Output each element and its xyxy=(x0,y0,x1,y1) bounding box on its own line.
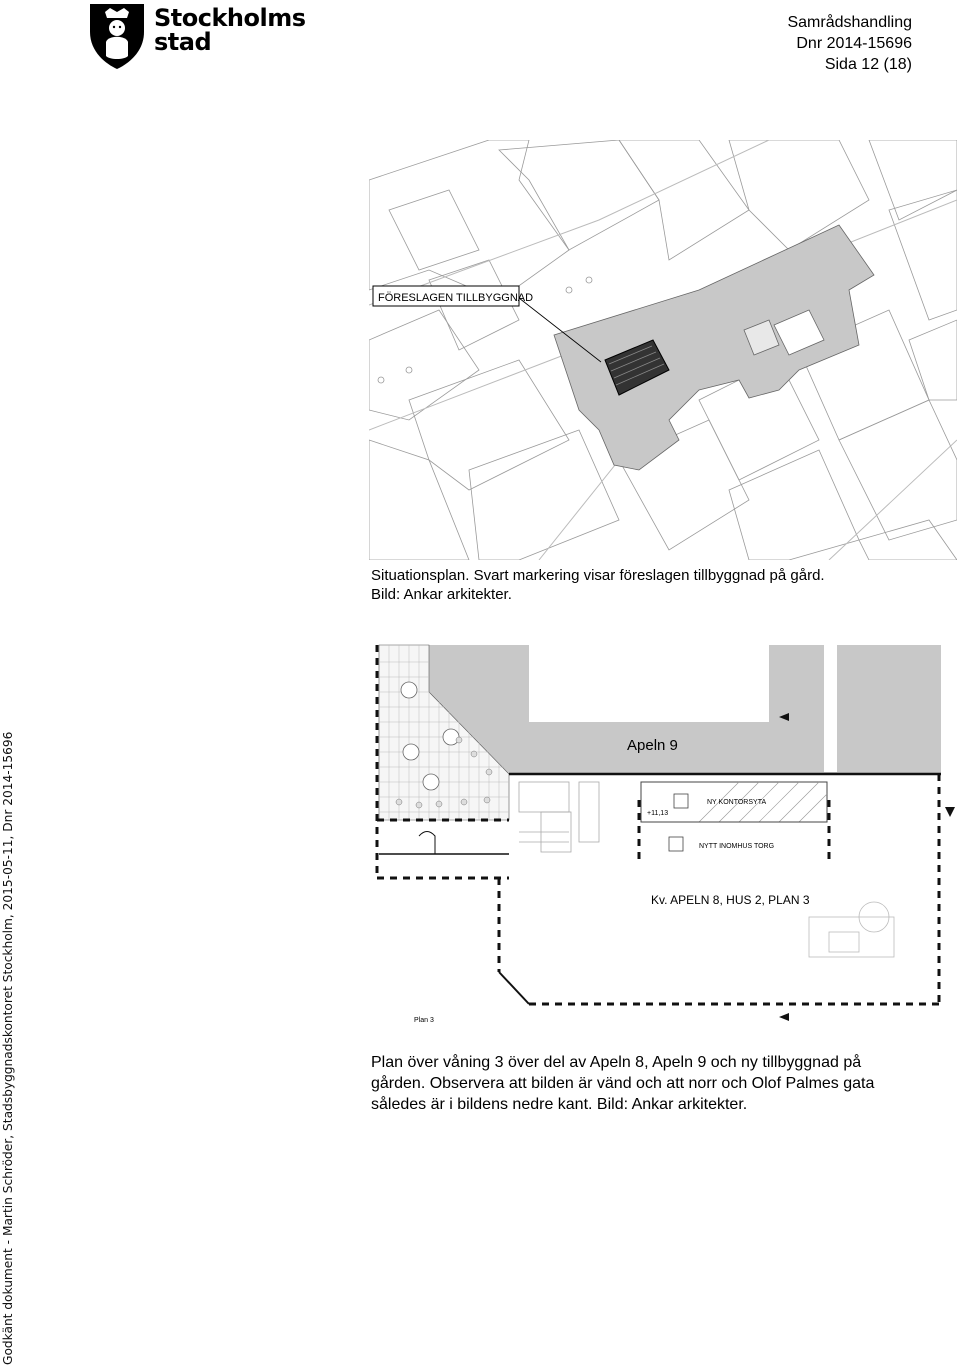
situation-caption-line-1: Situationsplan. Svart markering visar föreslagen tillbyggnad på gård. xyxy=(371,567,825,584)
situation-plan-map xyxy=(369,140,957,560)
indoor-square-label: NYTT INOMHUS TORG xyxy=(699,843,775,850)
apeln-9-label: Apeln 9 xyxy=(627,737,678,754)
level-label: +11,13 xyxy=(647,810,669,817)
document-number: Dnr 2014-15696 xyxy=(796,35,912,52)
floor-caption-line-3: således är i bildens nedre kant. Bild: Ankar arkitekter. xyxy=(371,1096,748,1113)
situation-caption-line-2: Bild: Ankar arkitekter. xyxy=(371,586,512,603)
plan-tag: Plan 3 xyxy=(414,1017,434,1024)
document-header xyxy=(787,12,912,75)
logo-line-2: stad xyxy=(154,28,212,56)
floor-caption-line-2: gården. Observera att bilden är vänd och att norr och Olof Palmes gata xyxy=(371,1075,875,1092)
floor-plan-caption xyxy=(371,1052,936,1115)
logo-line-1: Stockholms xyxy=(154,4,306,32)
situation-plan-caption xyxy=(371,566,931,604)
page-number: Sida 12 (18) xyxy=(824,56,912,73)
floor-plan-drawing xyxy=(369,642,957,1030)
floor-caption-line-1: Plan över våning 3 över del av Apeln 8, Apeln 9 och ny tillbyggnad på xyxy=(371,1054,862,1071)
extension-label: FÖRESLAGEN TILLBYGGNAD xyxy=(378,292,534,304)
new-office-label: NY KONTORSYTA xyxy=(707,799,767,806)
new-office-area xyxy=(641,782,827,851)
document-type: Samrådshandling xyxy=(787,14,912,31)
floor-plan-title: Kv. APELN 8, HUS 2, PLAN 3 xyxy=(651,893,810,907)
stockholms-stad-logo xyxy=(88,2,306,72)
approval-stamp: Godkänt dokument - Martin Schröder, Stadsbyggnadskontoret Stockholm, 2015-05-11, Dnr 2014-15696 xyxy=(1,731,15,1365)
city-crest-icon xyxy=(88,2,146,70)
